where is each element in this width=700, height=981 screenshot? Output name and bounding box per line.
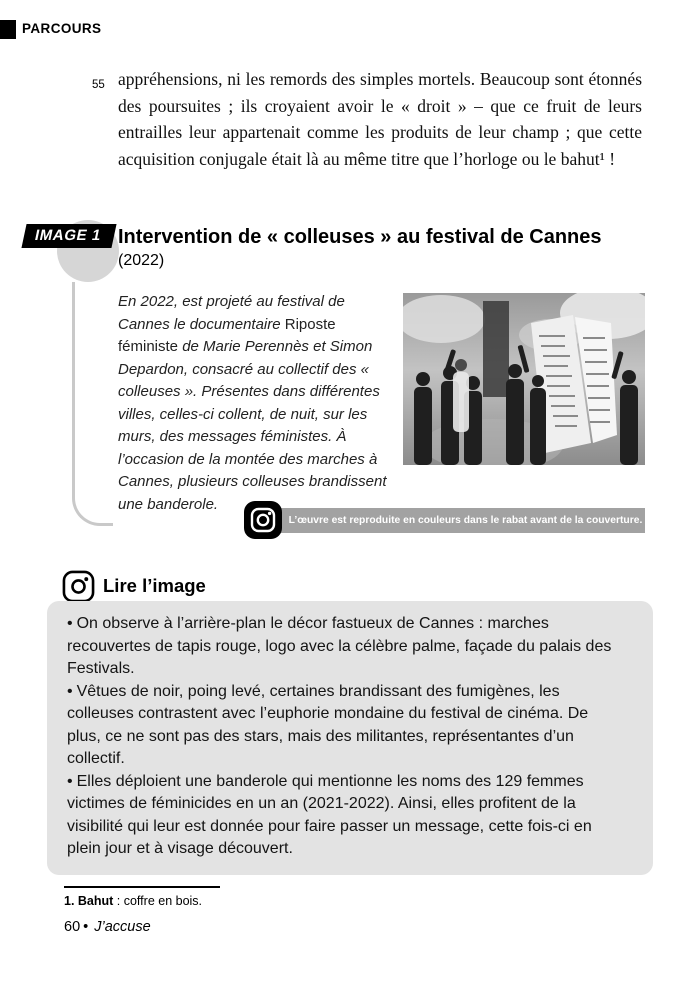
footnote-definition: : coffre en bois. [113, 894, 203, 908]
book-title: J’accuse [94, 919, 151, 935]
analysis-bullet-text: Vêtues de noir, poing levé, certaines brandissant des fumigènes, les colleuses contrastent avec l’euphorie mondaine du festival de cinéma. De plus, ce ne sont pas des stars, mais des militantes, représentantes d’un collectif. [67, 682, 589, 767]
excerpt-text: appréhensions, ni les remords des simples mortels. Beaucoup sont étonnés des poursuites ; ils croyaient avoir le « droit » – que ce fruit de leurs entrailles leur appartenait comme les produits de leur champ ; que cette acquisition conjugale était là au même titre que l’horloge ou le bahut¹ ! [118, 69, 642, 169]
page-number: 60 [64, 919, 81, 935]
running-head: PARCOURS [22, 21, 102, 36]
analysis-box [47, 601, 653, 875]
camera-outline-icon [62, 570, 95, 603]
footnote [64, 894, 202, 908]
analysis-bullet [67, 681, 623, 771]
analysis-bullet [67, 771, 623, 861]
image-caption [118, 291, 645, 516]
footer-separator: • [83, 919, 89, 935]
image-section-title: Intervention de « colleuses » au festival de Cannes [118, 226, 602, 248]
footnote-divider [64, 886, 220, 888]
analysis-bullet-text: On observe à l’arrière-plan le décor fastueux de Cannes : marches recouvertes de tapis rouge, logo avec la célèbre palme, façade du palais des Festivals. [67, 615, 612, 677]
image-section-year: (2022) [118, 252, 165, 269]
bullet-glyph: • [67, 772, 73, 790]
caption-text-2: de Marie Perennès et Simon Depardon, consacré au collectif des « colleuses ». Présentes dans différentes villes, celles-ci collent, de nuit, sur les murs, des messages féministes. À l’occasion de la montée des marches à Cannes, plusieurs colleuses brandissent une banderole. [118, 338, 387, 513]
decorative-curve [72, 282, 113, 526]
caption-text-1: En 2022, est projeté au festival de Cannes le documentaire [118, 293, 345, 333]
section-marker [0, 20, 16, 39]
bullet-glyph: • [67, 682, 73, 700]
image-badge: IMAGE 1 [21, 224, 116, 248]
analysis-bullet-text: Elles déploient une banderole qui mentionne les noms des 129 femmes victimes de féminicides en un an (2021-2022). Ainsi, elles profitent de la visibilité qui leur est donnée pour faire passer un message, cette fois-ci en plein jour et à visage découvert. [67, 772, 592, 857]
bullet-glyph: • [67, 615, 73, 632]
line-number: 55 [92, 79, 105, 91]
reading-section-title: Lire l’image [103, 575, 206, 596]
colour-note-bar: L’œuvre est reproduite en couleurs dans le rabat avant de la couverture. [266, 508, 645, 533]
documentary-title: Riposte féministe [118, 315, 336, 355]
page-footer [64, 919, 151, 935]
footnote-term: 1. Bahut [64, 894, 114, 908]
colleuses-photo [403, 293, 645, 465]
analysis-bullet [67, 613, 623, 681]
excerpt-paragraph [92, 66, 642, 172]
instagram-camera-icon [243, 500, 283, 540]
